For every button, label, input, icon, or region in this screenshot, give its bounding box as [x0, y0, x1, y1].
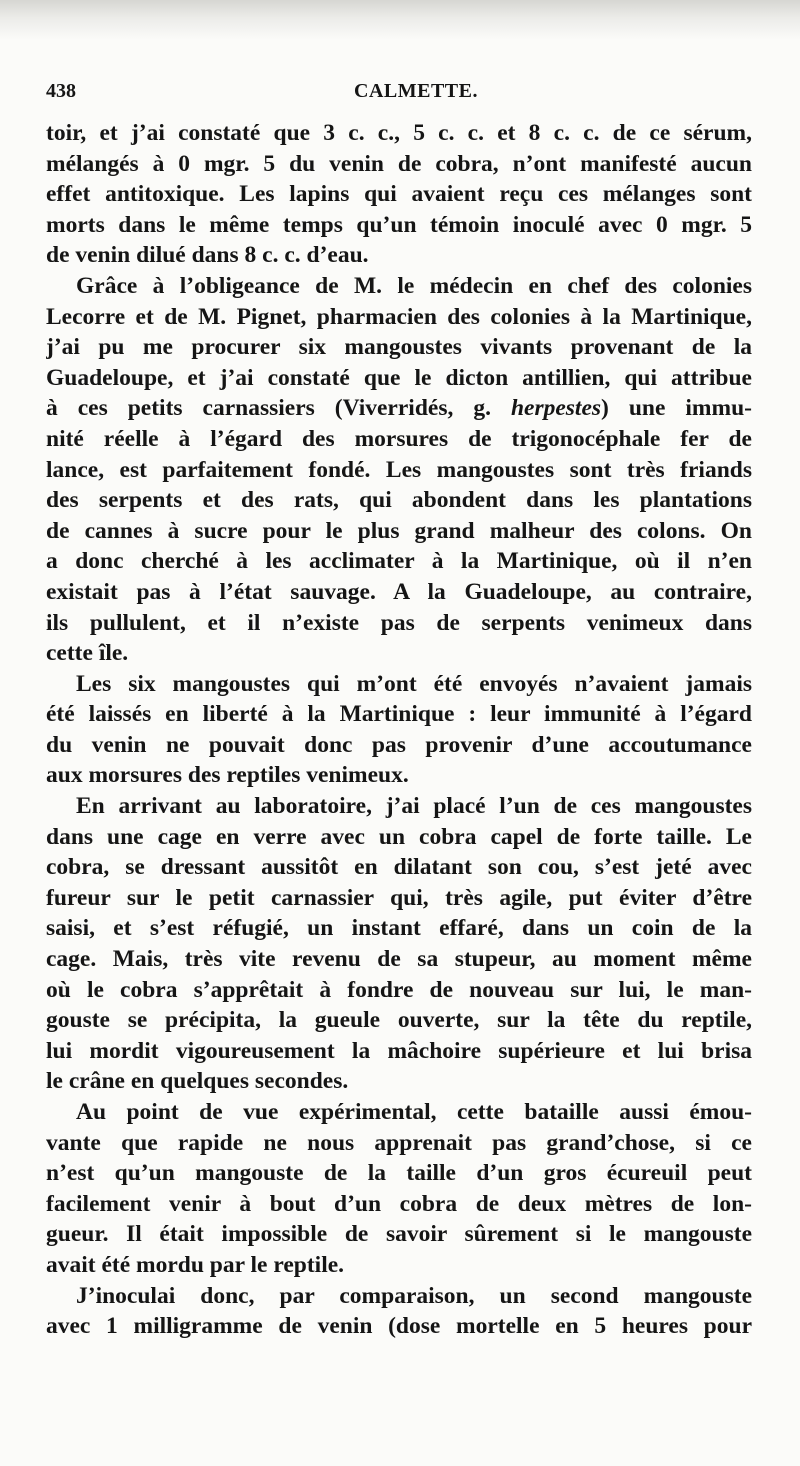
text-line: cage. Mais, très vite revenu de sa stupeur, au moment même [46, 946, 752, 973]
text-line: dans une cage en verre avec un cobra capel de forte taille. Le [46, 823, 752, 850]
text-line: du venin ne pouvait donc pas provenir d’une accoutumance [46, 731, 752, 758]
text-line: où le cobra s’apprêtait à fondre de nouveau sur lui, le man- [46, 976, 752, 1003]
text-line: Au point de vue expérimental, cette bataille aussi émou- [76, 1099, 752, 1125]
text-line: a donc cherché à les acclimater à la Martinique, où il n’en [46, 548, 752, 575]
text-line: Grâce à l’obligeance de M. le médecin en chef des colonies [76, 272, 752, 299]
text-line: gueur. Il était impossible de savoir sûrement si le mangouste [46, 1221, 752, 1248]
page-header [46, 80, 752, 110]
text-line: nité réelle à l’égard des morsures de trigonocéphale fer de [46, 425, 752, 452]
text-line: fureur sur le petit carnassier qui, très agile, put éviter d’être [46, 884, 752, 911]
text-line: cette île. [46, 640, 129, 667]
text-line: n’est qu’un mangouste de la taille d’un gros écureuil peut [46, 1160, 752, 1187]
scan-edge-shadow [0, 0, 800, 40]
text-line: morts dans le même temps qu’un témoin inoculé avec 0 mgr. 5 [46, 211, 752, 238]
text-line: mélangés à 0 mgr. 5 du venin de cobra, n’ont manifesté aucun [46, 150, 752, 177]
text-line: le crâne en quelques secondes. [46, 1068, 349, 1095]
text-line: saisi, et s’est réfugié, un instant effaré, dans un coin de la [46, 915, 752, 942]
text-line: avait été mordu par le reptile. [46, 1251, 345, 1278]
text-line: gouste se précipita, la gueule ouverte, sur la tête du reptile, [46, 1007, 752, 1034]
text-line: des serpents et des rats, qui abondent dans les plantations [46, 487, 752, 514]
text-line: Guadeloupe, et j’ai constaté que le dicton antillien, qui attribue [46, 364, 752, 391]
italic-term: herpestes [510, 395, 602, 422]
text-line: de venin dilué dans 8 c. c. d’eau. [46, 242, 369, 269]
text-line: vante que rapide ne nous apprenait pas grand’chose, si ce [46, 1129, 752, 1156]
text-line: lui mordit vigoureusement la mâchoire supérieure et lui brisa [46, 1037, 752, 1064]
body-text [46, 118, 752, 1342]
text-line: Les six mangoustes qui m’ont été envoyés n’avaient jamais [76, 670, 752, 697]
text-line: lance, est parfaitement fondé. Les mangoustes sont très friands [46, 456, 752, 483]
text-line: En arrivant au laboratoire, j’ai placé l’un de ces mangoustes [76, 793, 752, 820]
text-line: toir, et j’ai constaté que 3 c. c., 5 c. c. et 8 c. c. de ce sérum, [46, 120, 752, 146]
text-line: effet antitoxique. Les lapins qui avaient reçu ces mélanges sont [46, 181, 752, 208]
text-line: été laissés en liberté à la Martinique : leur immunité à l’égard [46, 701, 752, 728]
running-head: CALMETTE. [354, 80, 478, 102]
text-line: existait pas à l’état sauvage. A la Guadeloupe, au contraire, [46, 578, 752, 605]
text-line: ils pullulent, et il n’existe pas de serpents venimeux dans [46, 609, 752, 636]
text-line: aux morsures des reptiles venimeux. [46, 762, 409, 789]
text-line: J’inoculai donc, par comparaison, un second mangouste [76, 1282, 752, 1309]
text-line: à ces petits carnassiers (Viverridés, g. herpestes) une immu- [46, 395, 752, 422]
text-line: cobra, se dressant aussitôt en dilatant son cou, s’est jeté avec [46, 854, 752, 881]
text-line: facilement venir à bout d’un cobra de deux mètres de lon- [46, 1190, 752, 1217]
text-line: avec 1 milligramme de venin (dose mortelle en 5 heures pour [46, 1313, 752, 1340]
text-line: j’ai pu me procurer six mangoustes vivants provenant de la [46, 334, 752, 361]
page-number: 438 [46, 80, 76, 102]
text-line: de cannes à sucre pour le plus grand malheur des colons. On [46, 517, 752, 544]
text-line: Lecorre et de M. Pignet, pharmacien des colonies à la Martinique, [46, 303, 752, 330]
